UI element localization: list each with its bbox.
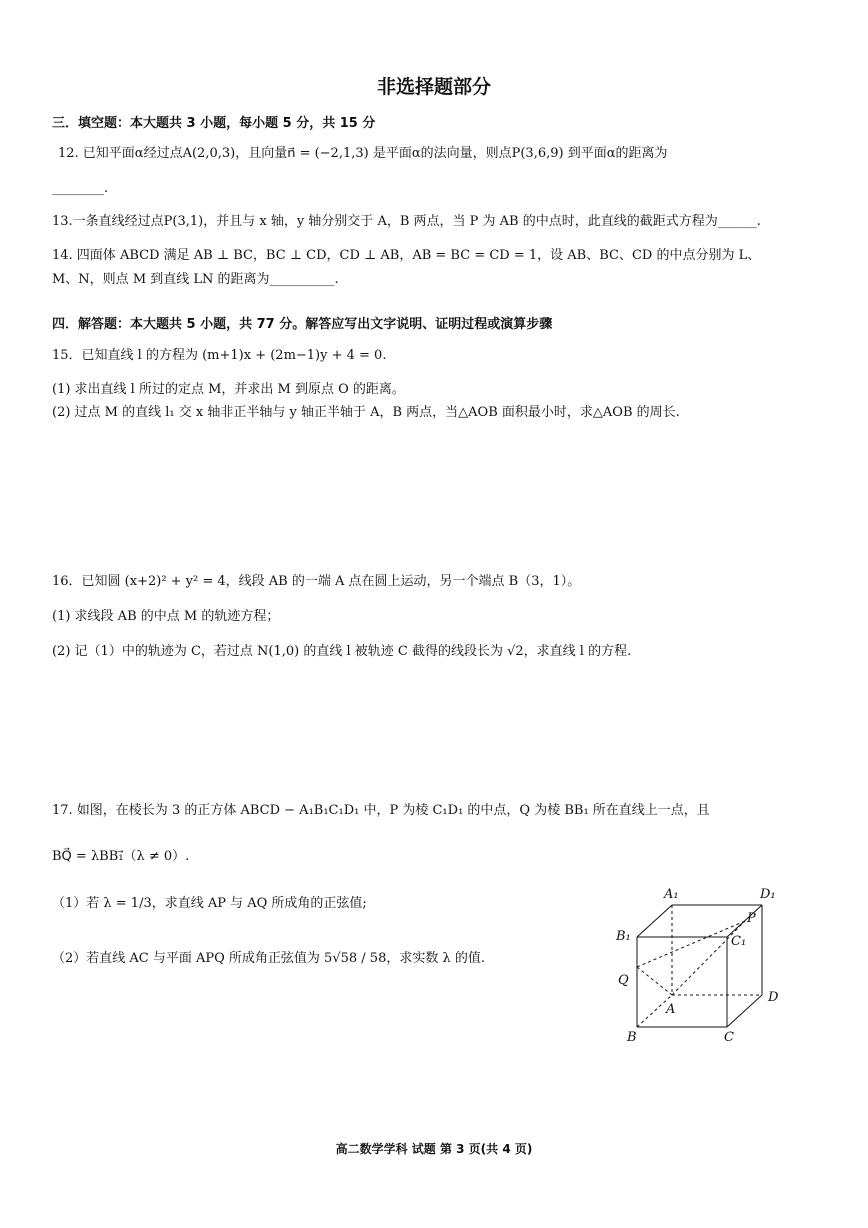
question-13: 13.一条直线经过点P(3,1)，并且与 x 轴，y 轴分别交于 A，B 两点，当 P 为 AB 的中点时，此直线的截距式方程为______. — [52, 214, 761, 229]
question-14-line-1: 14. 四面体 ABCD 满足 AB ⊥ BC，BC ⊥ CD，CD ⊥ AB，AB = BC = CD = 1，设 AB、BC、CD 的中点分别为 L、 — [52, 248, 761, 263]
segment-a-q — [637, 967, 672, 995]
label-q: Q — [618, 973, 629, 988]
page-footer: 高二数学学科 试题 第 3 页(共 4 页) — [335, 1142, 533, 1156]
label-b: B — [627, 1030, 637, 1045]
label-d: D — [768, 990, 779, 1005]
segment-a-p — [672, 921, 745, 995]
question-17-stem-line-1: 17. 如图，在棱长为 3 的正方体 ABCD − A₁B₁C₁D₁ 中，P 为棱 C₁D₁ 的中点，Q 为棱 BB₁ 所在直线上一点，且 — [52, 803, 710, 818]
question-17-part-1: （1）若 λ = 1/3，求直线 AP 与 AQ 所成角的正弦值; — [52, 896, 367, 911]
page-title: 非选择题部分 — [376, 76, 491, 98]
edge-c-d — [727, 995, 762, 1027]
question-17-stem-line-2: BQ⃗ = λBB₁⃗（λ ≠ 0）. — [52, 849, 190, 864]
label-a1: A₁ — [664, 887, 679, 902]
label-d1: D₁ — [760, 887, 776, 902]
section-4-heading: 四．解答题：本大题共 5 小题，共 77 分。解答应写出文字说明、证明过程或演算步骤 — [52, 317, 553, 332]
label-c: C — [724, 1030, 734, 1045]
question-14-line-2: M、N，则点 M 到直线 LN 的距离为__________. — [52, 272, 339, 287]
label-p: P — [747, 911, 756, 926]
question-16-part-2: (2) 记（1）中的轨迹为 C，若过点 N(1,0) 的直线 l 被轨迹 C 截得的线段长为 √2，求直线 l 的方程. — [52, 644, 632, 659]
edge-a1-b1 — [637, 905, 672, 937]
question-15-stem: 15．已知直线 l 的方程为 (m+1)x + (2m−1)y + 4 = 0. — [52, 348, 387, 363]
question-16-stem: 16．已知圆 (x+2)² + y² = 4，线段 AB 的一端 A 点在圆上运动，另一个端点 B（3，1）。 — [52, 574, 581, 589]
question-17-part-2: （2）若直线 AC 与平面 APQ 所成角正弦值为 5√58 / 58，求实数 λ 的值. — [52, 951, 485, 966]
label-c1: C₁ — [731, 934, 747, 949]
label-a: A — [666, 1002, 676, 1017]
cube-figure — [610, 880, 800, 1045]
question-16-part-1: (1) 求线段 AB 的中点 M 的轨迹方程； — [52, 609, 280, 624]
segment-q-p — [637, 921, 745, 967]
question-15-part-1: (1) 求出直线 l 所过的定点 M，并求出 M 到原点 O 的距离。 — [52, 382, 405, 397]
section-3-heading: 三．填空题：本大题共 3 小题，每小题 5 分，共 15 分 — [52, 116, 376, 131]
question-12-line-1: 12. 已知平面α经过点A(2,0,3)，且向量n⃗ = (−2,1,3) 是平面α的法向量，则点P(3,6,9) 到平面α的距离为 — [58, 146, 668, 161]
label-b1: B₁ — [616, 929, 631, 944]
question-15-part-2: (2) 过点 M 的直线 l₁ 交 x 轴非正半轴与 y 轴正半轴于 A，B 两点，当△AOB 面积最小时，求△AOB 的周长. — [52, 405, 680, 420]
question-12-line-2: ________. — [52, 181, 109, 196]
